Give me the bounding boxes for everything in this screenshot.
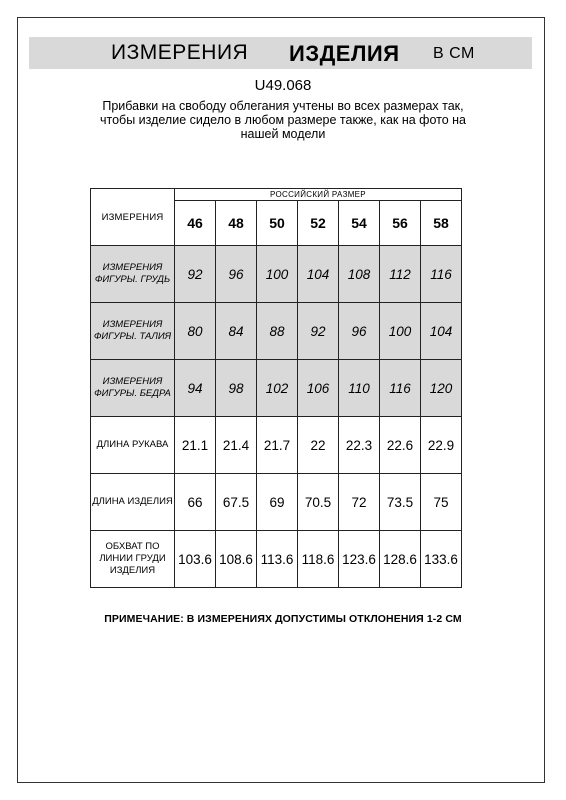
table-cell: 104 (298, 246, 339, 303)
table-cell: 22.9 (421, 417, 462, 474)
table-cell: 128.6 (380, 531, 421, 588)
article-number: U49.068 (254, 77, 312, 94)
fit-note-line: Прибавки на свободу облегания учтены во всех размерах так, (102, 99, 464, 113)
tolerance-footnote: ПРИМЕЧАНИЕ: В ИЗМЕРЕНИЯХ ДОПУСТИМЫ ОТКЛОНЕНИЯ 1-2 СМ (104, 613, 462, 625)
table-cell: 22.3 (339, 417, 380, 474)
table-cell: 75 (421, 474, 462, 531)
measurement-column-header: ИЗМЕРЕНИЯ (91, 189, 175, 246)
row-label (91, 417, 175, 474)
table-cell: 84 (216, 303, 257, 360)
table-cell: 110 (339, 360, 380, 417)
size-header-cell: 56 (380, 201, 421, 246)
table-cell: 120 (421, 360, 462, 417)
table-cell: 94 (175, 360, 216, 417)
table-cell: 113.6 (257, 531, 298, 588)
table-cell: 108 (339, 246, 380, 303)
size-header-cell: 48 (216, 201, 257, 246)
table-cell: 103.6 (175, 531, 216, 588)
table-cell: 118.6 (298, 531, 339, 588)
table-cell: 21.7 (257, 417, 298, 474)
table-cell: 96 (216, 246, 257, 303)
table-cell: 116 (380, 360, 421, 417)
table-cell: 73.5 (380, 474, 421, 531)
table-cell: 22 (298, 417, 339, 474)
row-label-line: ДЛИНА РУКАВА (96, 439, 169, 450)
table-row (91, 531, 462, 588)
size-header-cell: 54 (339, 201, 380, 246)
table-cell: 104 (421, 303, 462, 360)
table-cell: 96 (339, 303, 380, 360)
table-cell: 72 (339, 474, 380, 531)
table-cell: 88 (257, 303, 298, 360)
table-cell: 66 (175, 474, 216, 531)
table-cell: 98 (216, 360, 257, 417)
header-title-measurements: ИЗМЕРЕНИЯ (111, 41, 249, 64)
table-cell: 67.5 (216, 474, 257, 531)
row-label (91, 246, 175, 303)
table-cell: 21.1 (175, 417, 216, 474)
table-cell: 108.6 (216, 531, 257, 588)
fit-note-line: нашей модели (240, 127, 326, 141)
table-row (91, 246, 462, 303)
row-label-line: ИЗДЕЛИЯ (109, 565, 156, 576)
row-label-line: ЛИНИИ ГРУДИ (99, 553, 166, 564)
row-label-line: ИЗМЕРЕНИЯ (102, 376, 163, 387)
table-cell: 22.6 (380, 417, 421, 474)
table-cell: 133.6 (421, 531, 462, 588)
table-cell: 123.6 (339, 531, 380, 588)
size-header-cell: 58 (421, 201, 462, 246)
row-label-line: ОБХВАТ ПО (105, 541, 160, 552)
size-header-cell: 52 (298, 201, 339, 246)
table-cell: 69 (257, 474, 298, 531)
table-cell: 100 (380, 303, 421, 360)
table-row (91, 417, 462, 474)
row-label-line: ФИГУРЫ. БЕДРА (94, 388, 171, 399)
fit-note-line: чтобы изделие сидело в любом размере также, как на фото на (100, 113, 466, 127)
size-table (90, 188, 462, 588)
table-row (91, 360, 462, 417)
row-label (91, 531, 175, 588)
table-cell: 21.4 (216, 417, 257, 474)
table-cell: 80 (175, 303, 216, 360)
table-cell: 100 (257, 246, 298, 303)
header-unit: В СМ (433, 45, 475, 62)
table-cell: 116 (421, 246, 462, 303)
row-label-line: ФИГУРЫ. ТАЛИЯ (93, 331, 172, 342)
size-system-label: РОССИЙСКИЙ РАЗМЕР (175, 189, 462, 201)
table-cell: 106 (298, 360, 339, 417)
table-cell: 70.5 (298, 474, 339, 531)
table-cell: 92 (298, 303, 339, 360)
row-label (91, 360, 175, 417)
row-label-line: ИЗМЕРЕНИЯ (102, 319, 163, 330)
row-label (91, 474, 175, 531)
row-label-line: ФИГУРЫ. ГРУДЬ (94, 274, 171, 285)
header-title-product: ИЗДЕЛИЯ (289, 41, 400, 66)
table-row (91, 303, 462, 360)
table-row (91, 474, 462, 531)
table-cell: 92 (175, 246, 216, 303)
table-cell: 112 (380, 246, 421, 303)
size-header-cell: 46 (175, 201, 216, 246)
size-header-cell: 50 (257, 201, 298, 246)
row-label (91, 303, 175, 360)
table-cell: 102 (257, 360, 298, 417)
row-label-line: ИЗМЕРЕНИЯ (102, 262, 163, 273)
row-label-line: ДЛИНА ИЗДЕЛИЯ (92, 496, 173, 507)
fit-note (83, 99, 483, 141)
